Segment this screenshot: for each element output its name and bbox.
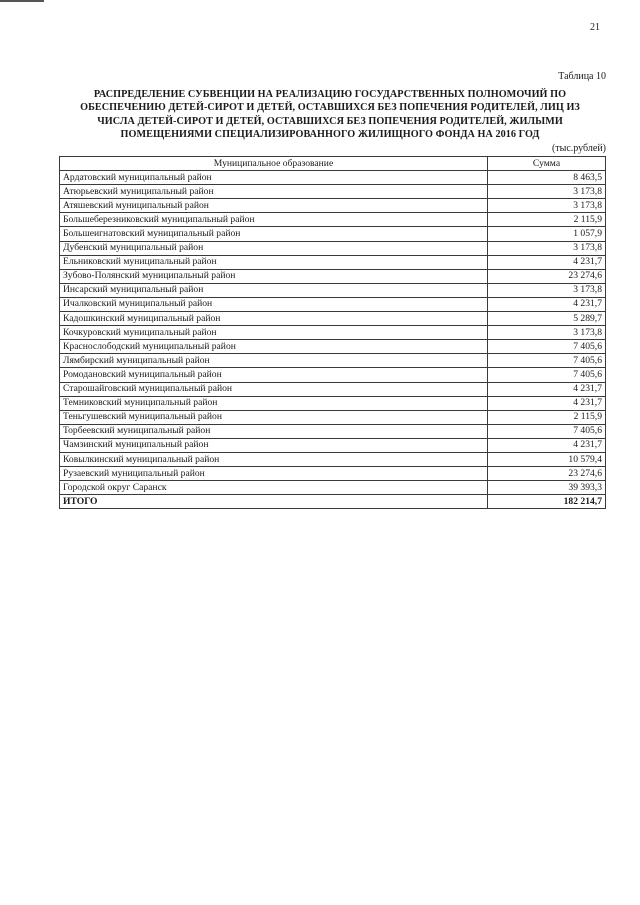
sum-cell: 4 231,7: [488, 382, 606, 396]
sum-cell: 3 173,8: [488, 326, 606, 340]
sum-cell: 10 579,4: [488, 452, 606, 466]
table-row: [60, 227, 606, 241]
sum-cell: 4 231,7: [488, 396, 606, 410]
table-row: [60, 297, 606, 311]
table-row: [60, 452, 606, 466]
sum-cell: 3 173,8: [488, 241, 606, 255]
municipality-cell: Большеберезниковский муниципальный район: [60, 213, 488, 227]
sum-cell: 4 231,7: [488, 297, 606, 311]
sum-cell: 7 405,6: [488, 424, 606, 438]
table-row: [60, 396, 606, 410]
municipality-cell: Темниковский муниципальный район: [60, 396, 488, 410]
header-municipality: Муниципальное образование: [60, 157, 488, 171]
table-row: [60, 283, 606, 297]
municipality-cell: Дубенский муниципальный район: [60, 241, 488, 255]
sum-cell: 7 405,6: [488, 354, 606, 368]
table-row: [60, 481, 606, 495]
total-sum: 182 214,7: [488, 495, 606, 509]
table-row: [60, 185, 606, 199]
municipality-cell: Ардатовский муниципальный район: [60, 171, 488, 185]
municipality-cell: Лямбирский муниципальный район: [60, 354, 488, 368]
table-row: [60, 269, 606, 283]
sum-cell: 4 231,7: [488, 255, 606, 269]
municipality-cell: Атяшевский муниципальный район: [60, 199, 488, 213]
sum-cell: 3 173,8: [488, 199, 606, 213]
municipality-cell: Старошайговский муниципальный район: [60, 382, 488, 396]
municipality-cell: Чамзинский муниципальный район: [60, 438, 488, 452]
table-row: [60, 410, 606, 424]
municipality-cell: Городской округ Саранск: [60, 481, 488, 495]
municipality-cell: Торбеевский муниципальный район: [60, 424, 488, 438]
table-row: [60, 438, 606, 452]
title-line: РАСПРЕДЕЛЕНИЕ СУБВЕНЦИИ НА РЕАЛИЗАЦИЮ ГОСУДАРСТВЕННЫХ ПОЛНОМОЧИЙ ПО: [93, 89, 567, 100]
sum-cell: 2 115,9: [488, 410, 606, 424]
sum-cell: 2 115,9: [488, 213, 606, 227]
sum-cell: 1 057,9: [488, 227, 606, 241]
title-line: ОБЕСПЕЧЕНИЮ ДЕТЕЙ-СИРОТ И ДЕТЕЙ, ОСТАВШИХСЯ БЕЗ ПОПЕЧЕНИЯ РОДИТЕЛЕЙ, ЛИЦ ИЗ: [80, 102, 580, 114]
sum-cell: 23 274,6: [488, 269, 606, 283]
municipality-cell: Инсарский муниципальный район: [60, 283, 488, 297]
table-row: [60, 213, 606, 227]
page-number: 21: [590, 22, 600, 33]
total-row: [60, 495, 606, 509]
table-row: [60, 171, 606, 185]
title-line: ПОМЕЩЕНИЯМИ СПЕЦИАЛИЗИРОВАННОГО ЖИЛИЩНОГО ФОНДА НА 2016 ГОД: [120, 129, 540, 141]
units-label: (тыс.рублей): [551, 143, 606, 154]
municipality-cell: Рузаевский муниципальный район: [60, 467, 488, 481]
table-row: [60, 312, 606, 326]
sum-cell: 39 393,3: [488, 481, 606, 495]
municipality-cell: Ичалковский муниципальный район: [60, 297, 488, 311]
table-row: [60, 368, 606, 382]
sum-cell: 5 289,7: [488, 312, 606, 326]
municipality-cell: Большеигнатовский муниципальный район: [60, 227, 488, 241]
municipality-cell: Ромодановский муниципальный район: [60, 368, 488, 382]
municipality-cell: Краснослободский муниципальный район: [60, 340, 488, 354]
municipality-cell: Зубово-Полянский муниципальный район: [60, 269, 488, 283]
municipality-cell: Кочкуровский муниципальный район: [60, 326, 488, 340]
sum-cell: 4 231,7: [488, 438, 606, 452]
title-line: ЧИСЛА ДЕТЕЙ-СИРОТ И ДЕТЕЙ, ОСТАВШИХСЯ БЕЗ ПОПЕЧЕНИЯ РОДИТЕЛЕЙ, ЖИЛЫМИ: [97, 115, 563, 127]
total-label: ИТОГО: [60, 495, 488, 509]
subvention-table: [59, 156, 606, 509]
table-row: [60, 382, 606, 396]
table-row: [60, 424, 606, 438]
table-row: [60, 354, 606, 368]
sum-cell: 23 274,6: [488, 467, 606, 481]
table-row: [60, 199, 606, 213]
municipality-cell: Ковылкинский муниципальный район: [60, 452, 488, 466]
table-row: [60, 255, 606, 269]
sum-cell: 3 173,8: [488, 185, 606, 199]
municipality-cell: Атюрьевский муниципальный район: [60, 185, 488, 199]
document-title: [55, 88, 605, 142]
municipality-cell: Кадошкинский муниципальный район: [60, 312, 488, 326]
sum-cell: 7 405,6: [488, 340, 606, 354]
sum-cell: 3 173,8: [488, 283, 606, 297]
scan-corner-mark: [0, 0, 44, 2]
table-row: [60, 241, 606, 255]
table-row: [60, 340, 606, 354]
table-row: [60, 467, 606, 481]
municipality-cell: Ельниковский муниципальный район: [60, 255, 488, 269]
table-header-row: [60, 157, 606, 171]
sum-cell: 7 405,6: [488, 368, 606, 382]
header-sum: Сумма: [488, 157, 606, 171]
table-label: Таблица 10: [558, 71, 606, 82]
sum-cell: 8 463,5: [488, 171, 606, 185]
municipality-cell: Теньгушевский муниципальный район: [60, 410, 488, 424]
table-row: [60, 326, 606, 340]
